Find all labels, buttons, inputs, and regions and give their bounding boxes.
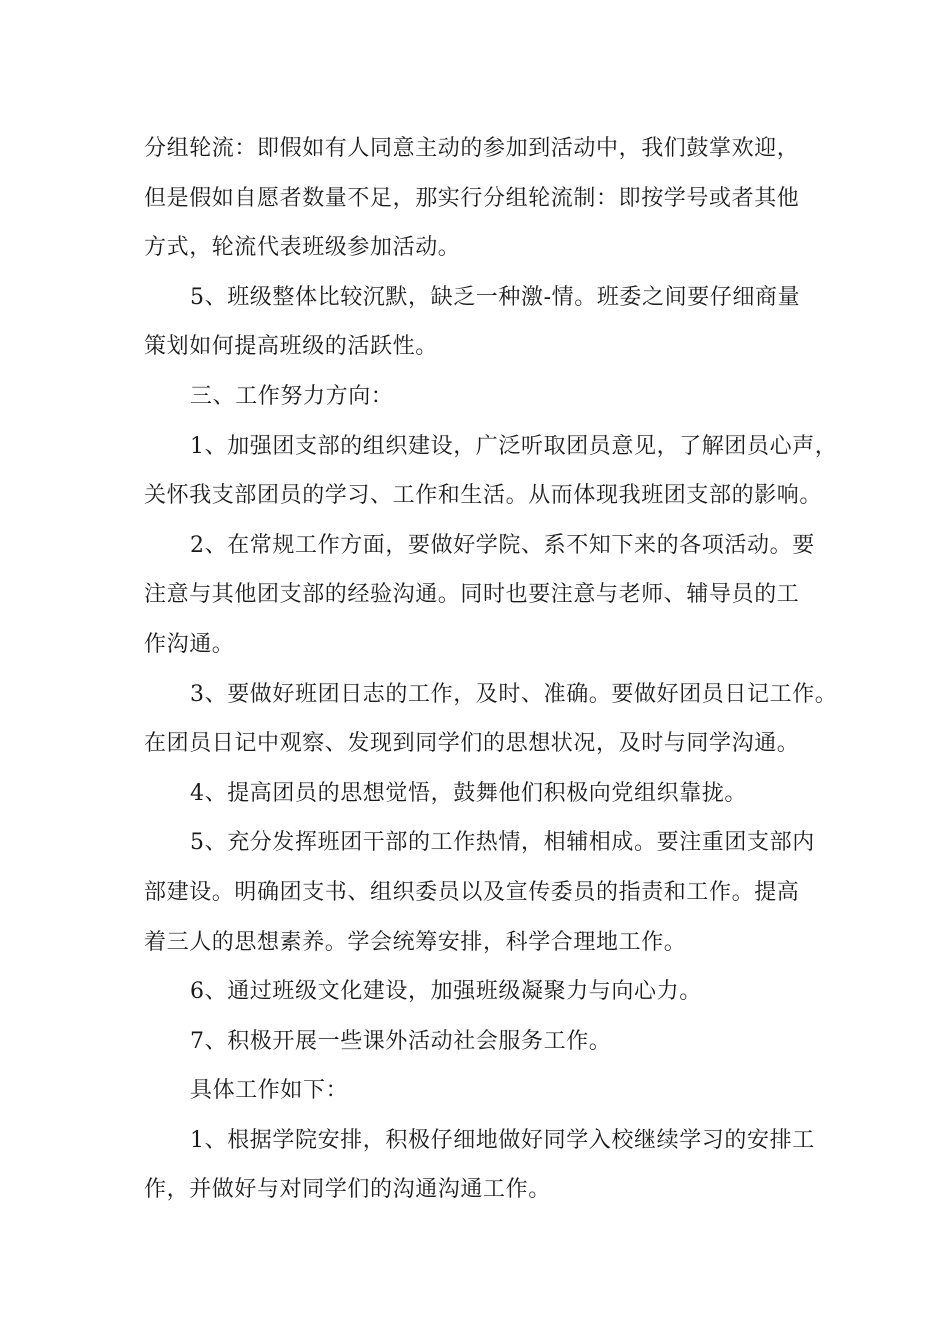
text-line: 作沟通。 [144,631,235,657]
text-line: 分组轮流：即假如有人同意主动的参加到活动中，我们鼓掌欢迎， [144,136,800,161]
text-line: 但是假如自愿者数量不足，那实行分组轮流制：即按学号或者其他 [144,185,800,211]
text-line: 5、充分发挥班团干部的工作热情，相辅相成。要注重团支部内 [190,830,815,856]
text-line: 5、班级整体比较沉默，缺乏一种激-情。班委之间要仔细商量 [190,284,801,310]
text-line: 策划如何提高班级的活跃性。 [144,334,438,360]
section-heading: 三、工作努力方向： [190,383,394,409]
document-body [144,124,838,1215]
text-line: 部建设。明确团支书、组织委员以及宣传委员的指责和工作。提高 [144,879,800,905]
text-line: 在团员日记中观察、发现到同学们的思想状况，及时与同学沟通。 [144,731,800,757]
text-line: 方式，轮流代表班级参加活动。 [144,235,461,261]
text-line: 着三人的思想素养。学会统筹安排，科学合理地工作。 [144,929,687,955]
text-line: 3、要做好班团日志的工作，及时、准确。要做好团员日记工作。 [190,681,838,707]
text-line: 1、加强团支部的组织建设，广泛听取团员意见，了解团员心声， [190,433,838,459]
text-line: 6、通过班级文化建设，加强班级凝聚力与向心力。 [190,979,702,1005]
text-line: 注意与其他团支部的经验沟通。同时也要注意与老师、辅导员的工 [144,582,800,608]
text-line: 2、在常规工作方面，要做好学院、系不知下来的各项活动。要 [190,532,815,558]
text-line: 4、提高团员的思想觉悟，鼓舞他们积极向党组织靠拢。 [190,780,747,806]
text-line: 7、积极开展一些课外活动社会服务工作。 [190,1028,612,1054]
text-line: 1、根据学院安排，积极仔细地做好同学入校继续学习的安排工 [190,1127,815,1153]
subsection-heading: 具体工作如下： [190,1078,349,1104]
text-line: 关怀我支部团员的学习、工作和生活。从而体现我班团支部的影响。 [144,483,823,509]
text-line: 作，并做好与对同学们的沟通沟通工作。 [144,1177,551,1203]
